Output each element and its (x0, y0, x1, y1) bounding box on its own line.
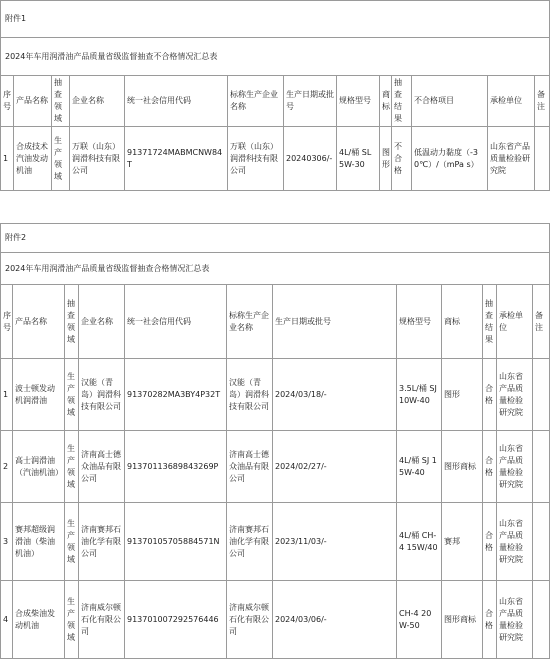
table-cell: 2023/11/03/- (273, 503, 397, 581)
header-cell: 商标 (442, 285, 483, 359)
table-cell: CH-4 20W-50 (397, 581, 442, 659)
table-cell: 山东省产品质量检验研究院 (497, 359, 533, 431)
table-cell (535, 127, 550, 191)
annex2-title: 2024年车用润滑油产品质量省级监督抽查合格情况汇总表 (1, 253, 550, 285)
annex2-table (0, 223, 550, 659)
table-cell: 汉能（青岛）润滑科技有限公司 (227, 359, 273, 431)
header-cell: 规格型号 (337, 76, 380, 127)
table-cell: 济南威尔顿石化有限公司 (227, 581, 273, 659)
table-cell: 赛邦超级润滑油（柴油机油） (13, 503, 65, 581)
table-cell (533, 503, 550, 581)
header-cell: 统一社会信用代码 (125, 285, 227, 359)
table-cell: 2024/02/27/- (273, 431, 397, 503)
header-cell: 备注 (533, 285, 550, 359)
table-cell: 2 (1, 431, 13, 503)
table-cell: 20240306/- (284, 127, 337, 191)
table-cell: 高士润滑油（汽油机油） (13, 431, 65, 503)
header-cell: 商标 (380, 76, 392, 127)
table-cell: 4 (1, 581, 13, 659)
header-cell: 抽查领域 (65, 285, 79, 359)
annex2-sheet (0, 223, 549, 659)
header-cell: 抽查结果 (483, 285, 497, 359)
table-cell: 图形商标 (442, 581, 483, 659)
table-cell: 赛邦 (442, 503, 483, 581)
table-cell: 济南威尔顿石化有限公司 (79, 581, 125, 659)
table-cell: 1 (1, 359, 13, 431)
table-cell: 合格 (483, 503, 497, 581)
table-cell: 万联（山东）润滑科技有限公司 (70, 127, 125, 191)
table-cell: 图形商标 (442, 431, 483, 503)
table-cell: 4L/桶 SJ 15W-40 (397, 431, 442, 503)
header-cell: 标称生产企业名称 (228, 76, 284, 127)
table-cell: 生产领域 (65, 503, 79, 581)
header-cell: 产品名称 (13, 285, 65, 359)
table-cell: 4L/桶 SL 5W-30 (337, 127, 380, 191)
table-cell: 济南赛邦石油化学有限公司 (79, 503, 125, 581)
table-cell: 913701136898432​69P (125, 431, 227, 503)
table-cell: 山东省产品质量检验研究院 (488, 127, 535, 191)
header-cell: 序号 (1, 285, 13, 359)
header-cell: 企业名称 (70, 76, 125, 127)
table-row (1, 127, 550, 191)
table-cell: 生产领域 (65, 581, 79, 659)
header-cell: 抽查领域 (52, 76, 70, 127)
table-cell (533, 581, 550, 659)
table-cell: 山东省产品质量检验研究院 (497, 503, 533, 581)
table-cell: 91370105705884571N (125, 503, 227, 581)
annex1-label: 附件1 (1, 1, 550, 38)
table-cell: 合格 (483, 581, 497, 659)
table-cell: 3 (1, 503, 13, 581)
header-cell: 生产日期或批号 (284, 76, 337, 127)
table-row (1, 581, 550, 659)
header-cell: 备注 (535, 76, 550, 127)
annex1-table (0, 0, 550, 191)
header-cell: 规格型号 (397, 285, 442, 359)
table-cell: 2024/03/06/- (273, 581, 397, 659)
table-cell: 济南高士德众油品有限公司 (79, 431, 125, 503)
table-cell: 3.5L/桶 SJ 10W-40 (397, 359, 442, 431)
annex1-title: 2024年车用润滑油产品质量省级监督抽查不合格情况汇总表 (1, 38, 550, 76)
header-cell: 统一社会信用代码 (125, 76, 228, 127)
header-cell: 抽查结果 (392, 76, 412, 127)
header-cell: 不合格项目 (412, 76, 488, 127)
table-cell: 91370100729257​6446 (125, 581, 227, 659)
table-cell: 不合格 (392, 127, 412, 191)
table-row (1, 359, 550, 431)
table-cell: 济南高士德众油品有限公司 (227, 431, 273, 503)
table-cell: 山东省产品质量检验研究院 (497, 581, 533, 659)
table-cell: 1 (1, 127, 14, 191)
table-cell: 合格 (483, 359, 497, 431)
table-cell: 合成柴油发动机油 (13, 581, 65, 659)
table-cell (533, 431, 550, 503)
table-cell: 图形 (380, 127, 392, 191)
header-cell: 生产日期或批号 (273, 285, 397, 359)
table-row (1, 503, 550, 581)
table-cell: 图形 (442, 359, 483, 431)
table-cell: 波士顿发动机润滑油 (13, 359, 65, 431)
annex2-header-row (1, 285, 550, 359)
table-cell: 合格 (483, 431, 497, 503)
table-cell: 4L/桶 CH-4 15W/40 (397, 503, 442, 581)
table-cell: 生产领域 (65, 359, 79, 431)
annex1-header-row (1, 76, 550, 127)
table-cell: 91371724MABMCNW84T (125, 127, 228, 191)
table-cell: 生产领域 (65, 431, 79, 503)
header-cell: 承检单位 (488, 76, 535, 127)
table-cell: 汉能（青岛）润滑科技有限公司 (79, 359, 125, 431)
table-cell: 济南赛邦石油化学有限公司 (227, 503, 273, 581)
table-cell (533, 359, 550, 431)
annex2-label: 附件2 (1, 224, 550, 253)
table-row (1, 431, 550, 503)
table-cell: 2024/03/18/- (273, 359, 397, 431)
table-cell: 山东省产品质量检验研究院 (497, 431, 533, 503)
table-cell: 合成技术汽油发动机油 (14, 127, 52, 191)
header-cell: 企业名称 (79, 285, 125, 359)
header-cell: 标称生产企业名称 (227, 285, 273, 359)
header-cell: 产品名称 (14, 76, 52, 127)
header-cell: 承检单位 (497, 285, 533, 359)
table-cell: 低温动力黏度（-30℃）/（mPa s） (412, 127, 488, 191)
table-cell: 91370282MA3BY4P32T (125, 359, 227, 431)
header-cell: 序号 (1, 76, 14, 127)
table-cell: 生产领域 (52, 127, 70, 191)
table-cell: 万联（山东）润滑科技有限公司 (228, 127, 284, 191)
annex1-sheet (0, 0, 549, 191)
